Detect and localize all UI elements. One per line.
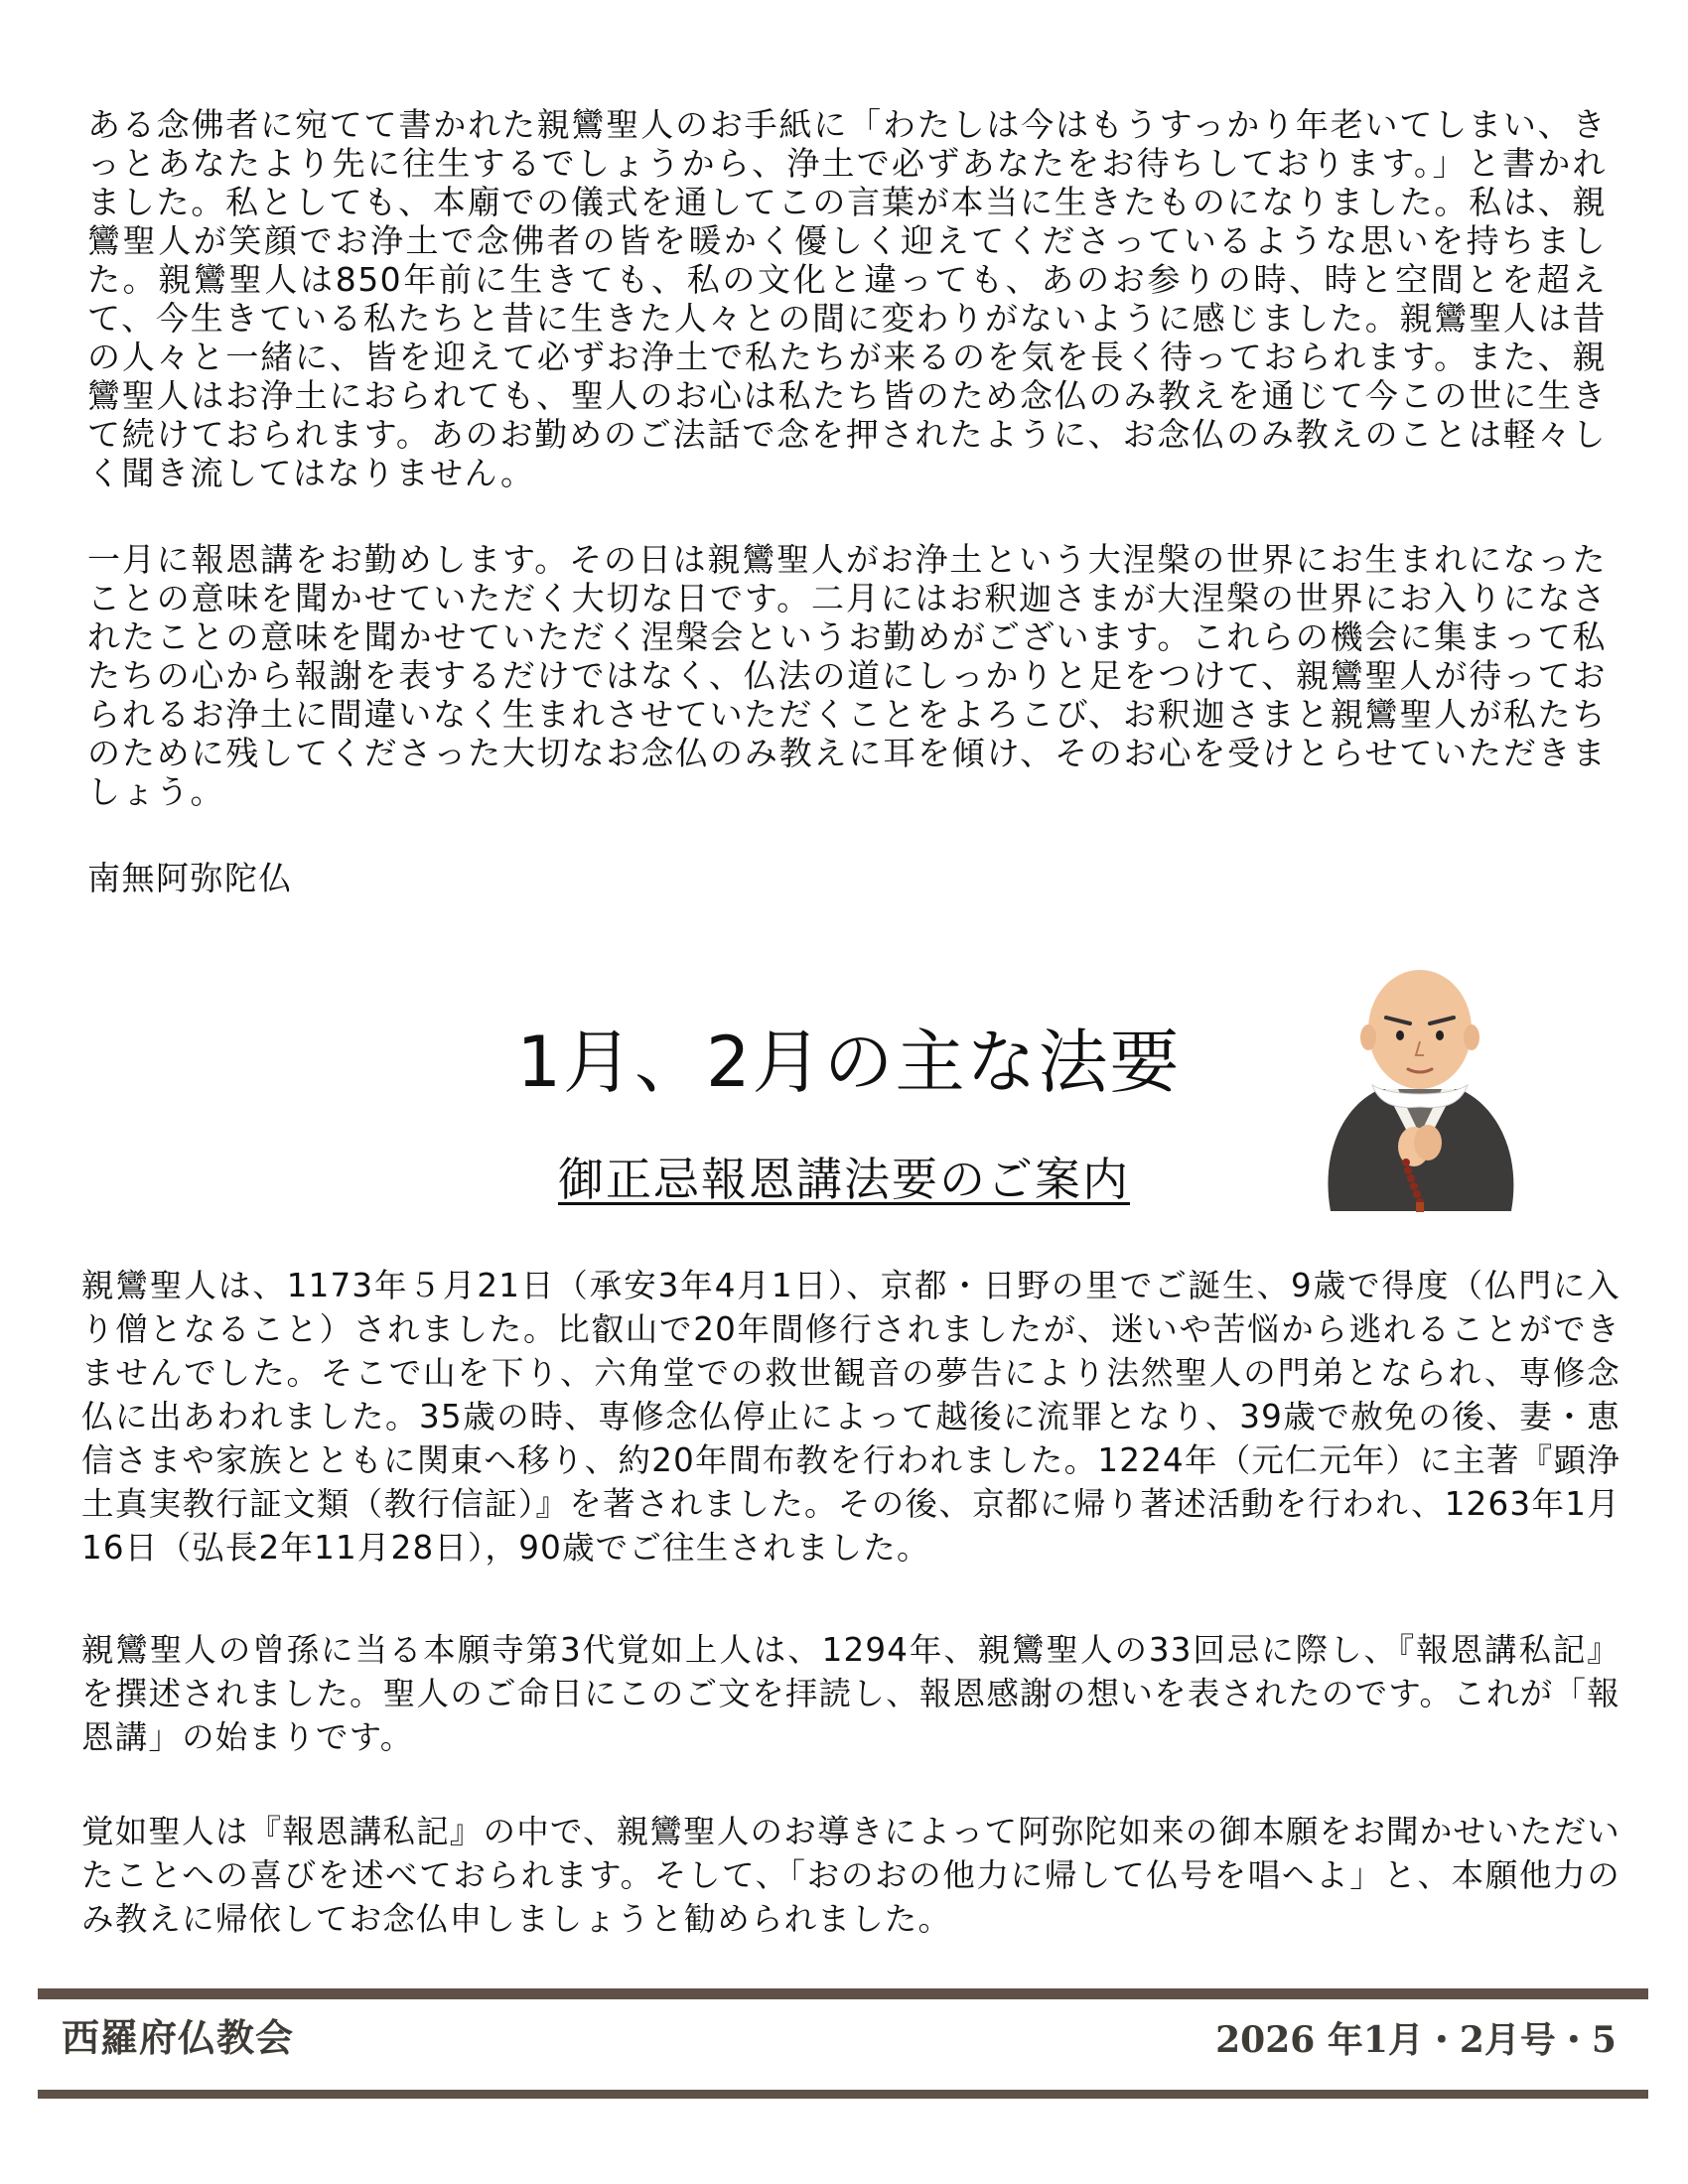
monk-icon — [1311, 958, 1529, 1216]
kakunyo-paragraph: 覚如聖人は『報恩講私記』の中で、親鸞聖人のお導きによって阿弥陀如来の御本願をお聞かせいただいたことへの喜びを述べておられます。そして、「おのおの他力に帰して仏号を唱へよ」と、本願他力のみ教えに帰依してお念仏申しましょうと勧められました。 — [81, 1813, 1620, 1938]
hoonko-origin-paragraph: 親鸞聖人の曾孫に当る本願寺第3代覚如上人は、1294年、親鸞聖人の33回忌に際し、『報恩講私記』を撰述されました。聖人のご命日にこのご文を拝読し、報恩感謝の想いを表されたのです。これが「報恩講」の始まりです。 — [81, 1631, 1620, 1756]
footer-rule-top — [38, 1988, 1648, 1999]
intro-paragraph-2: 一月に報恩講をお勤めします。その日は親鸞聖人がお浄土という大涅槃の世界にお生まれになったことの意味を聞かせていただく大切な日です。二月にはお釈迦さまが大涅槃の世界にお入りになされたことの意味を聞かせていただく涅槃会というお勤めがございます。これらの機会に集まって私たちの心から報謝を表するだけではなく、仏法の道にしっかりと足をつけて、親鸞聖人が待っておられるお浄土に間違いなく生まれさせていただくことをよろこび、お釈迦さまと親鸞聖人が私たちのために残してくださった大切なお念仏のみ教えに耳を傾け、そのお心を受けとらせていただきましょう。 — [87, 540, 1607, 811]
footer-issue-page: 2026 年1月・2月号・5 — [1215, 2019, 1617, 2061]
section-title: 1月、2月の主な法要 — [516, 1022, 1182, 1103]
footer-rule-bottom — [38, 2090, 1648, 2099]
section-subtitle-text: 御正忌報恩講法要のご案内 — [558, 1153, 1130, 1206]
signature-nembutsu: 南無阿弥陀仏 — [87, 859, 293, 897]
footer-organization: 西羅府仏教会 — [62, 2016, 295, 2060]
intro-paragraph-1: ある念佛者に宛てて書かれた親鸞聖人のお手紙に「わたしは今はもうすっかり年老いてしまい、きっとあなたより先に往生するでしょうから、浄土で必ずあなたをお待ちしております。」と書かれました。私としても、本廟での儀式を通してこの言葉が本当に生きたものになりました。私は、親鸞聖人が笑顔でお浄土で念佛者の皆を暖かく優しく迎えてくださっているような思いを持ちました。親鸞聖人は850年前に生きても、私の文化と違っても、あのお参りの時、時と空間とを超えて、今生きている私たちと昔に生きた人々との間に変わりがないように感じました。親鸞聖人は昔の人々と一緒に、皆を迎えて必ずお浄土で私たちが来るのを気を長く待っておられます。また、親鸞聖人はお浄土におられても、聖人のお心は私たち皆のため念仏のみ教えを通じて今この世に生きて続けておられます。あのお勤めのご法話で念を押されたように、お念仏のみ教えのことは軽々しく聞き流してはなりません。 — [87, 105, 1607, 492]
shinran-biography-paragraph: 親鸞聖人は、1173年５月21日（承安3年4月1日）、京都・日野の里でご誕生、9歳で得度（仏門に入り僧となること）されました。比叡山で20年間修行されましたが、迷いや苦悩から逃れることができませんでした。そこで山を下り、六角堂での救世観音の夢告により法然聖人の門弟となられ、専修念仏に出あわれました。35歳の時、専修念仏停止によって越後に流罪となり、39歳で赦免の後、妻・恵信さまや家族とともに関東へ移り、約20年間布教を行われました。1224年（元仁元年）に主著『顕浄土真実教行証文類（教行信証）』を著されました。その後、京都に帰り著述活動を行われ、1263年1月16日（弘長2年11月28日），90歳でご往生されました。 — [81, 1267, 1620, 1567]
